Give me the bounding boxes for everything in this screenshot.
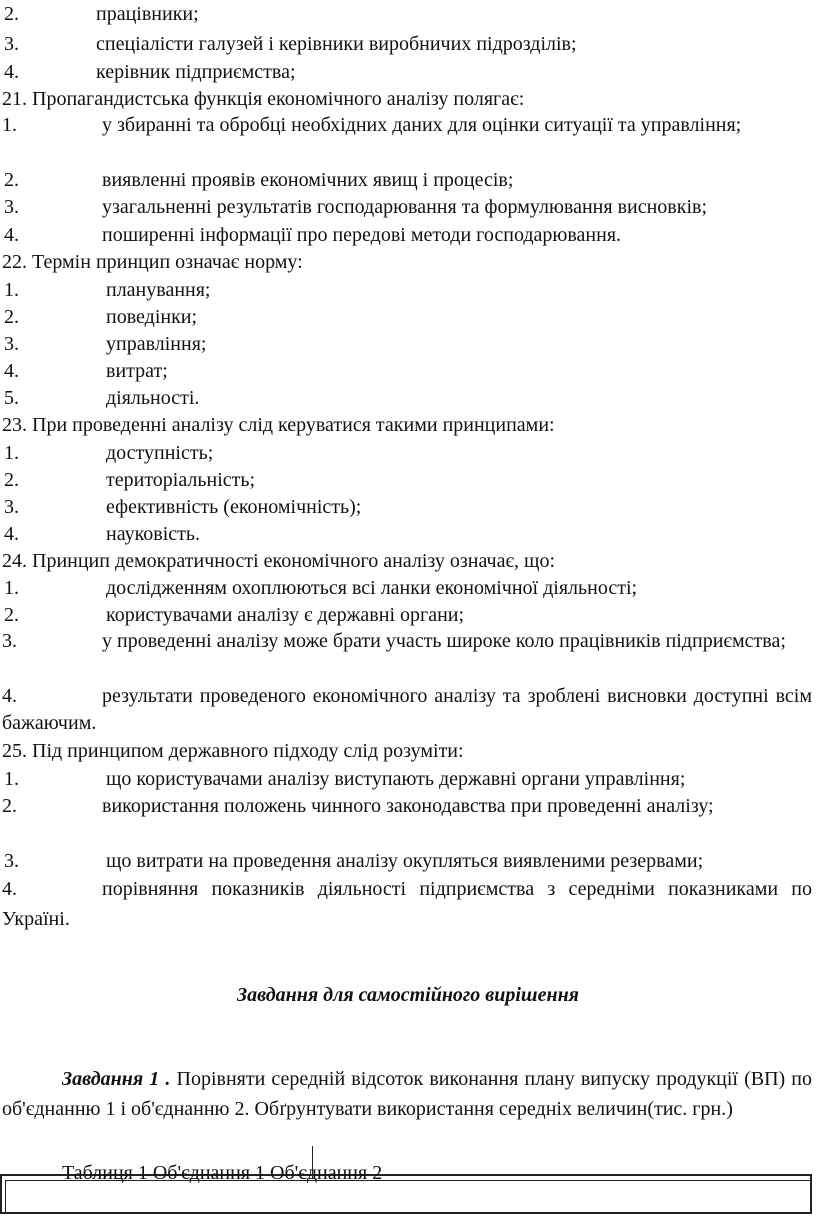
list-item: 4. порівняння показників діяльності підприємства з середніми показниками по Україні. bbox=[2, 878, 812, 930]
table-inner-frame bbox=[5, 1180, 811, 1214]
task-label: Завдання 1 . bbox=[62, 1068, 171, 1090]
list-item: 3. у проведенні аналізу може брати участь широке коло працівників підприємства; bbox=[2, 630, 786, 652]
section-heading: Завдання для самостійного вирішення bbox=[237, 984, 579, 1006]
question-title-25: 25. Під принципом державного підходу слід розуміти: bbox=[2, 740, 464, 762]
question-title-24: 24. Принцип демократичності економічного аналізу означає, що: bbox=[2, 550, 556, 572]
document-page: 2. працівники; 3. спеціалісти галузей і керівники виробничих підрозділів; 4. керівник підприємства; 21. Пропагандистська функція економічного аналізу полягає: 1. у збиранні та обробці необхідних даних для оцінки ситуації та управління; 2. виявленні проявів економічних явищ і процесів; 3. узагальненні результатів господарювання та формулювання висновків; 4. поширенні інформації про передові методи господарювання. 22. Термін принцип означає норму: 1. планування; 2. поведінки; 3. управління; 4. витрат; 5. діяльності. 23. При проведенні аналізу слід керуватися такими принципами: 1. доступність; 2. територіальність; 3. ефективність (економічність); 4. науковість. 24. Принцип демократичності економічного аналізу означає, що: 1. дослідженням охоплюються всі ланки економічної діяльності; 2. користувачами аналізу є державні органи; 3. у проведенні аналізу може брати участь широке коло працівників підприємства; 4. результати проведеного економічного аналізу та зроблені висновки доступні всім бажаючим. 25. Під принципом державного підходу слід розуміти: 1. що користувачами аналізу виступають державні органи управління; 2. використання положень чинного законодавства при проведенні аналізу; 3. що витрати на проведення аналізу окупляться виявленими резервами; 4. порівняння показників діяльності підприємства з середніми показниками по Україні. Завдання для самостійного вирішення Завдання 1 . Порівняти середній відсоток виконання плану випуску продукції (ВП) по об'єднанню 1 і об'єднанню 2. Обґрунтувати використання середніх величин(тис. грн.) Таблиця 1 Об'єднання 1 Об'єднання 2 bbox=[0, 0, 816, 1218]
table-caption: Таблиця 1 Об'єднання 1 Об'єднання 2 bbox=[62, 1162, 383, 1184]
question-title-21: 21. Пропагандистська функція економічного аналізу полягає: bbox=[2, 88, 525, 110]
list-item: 4. результати проведеного економічного аналізу та зроблені висновки доступні всім бажаючим. bbox=[2, 685, 812, 734]
task-text: Порівняти середній відсоток виконання плану випуску продукції (ВП) по об'єднанню 1 і об'єднанню 2. Обґрунтувати використання середніх величин(тис. грн.) bbox=[2, 1068, 812, 1120]
list-item: 2. використання положень чинного законодавства при проведенні аналізу; bbox=[2, 795, 714, 817]
task-paragraph bbox=[2, 1064, 812, 1124]
question-title-22: 22. Термін принцип означає норму: bbox=[2, 251, 303, 273]
question-title-23: 23. При проведенні аналізу слід керуватися такими принципами: bbox=[2, 414, 555, 436]
list-item: 1. у збиранні та обробці необхідних даних для оцінки ситуації та управління; bbox=[2, 114, 742, 136]
